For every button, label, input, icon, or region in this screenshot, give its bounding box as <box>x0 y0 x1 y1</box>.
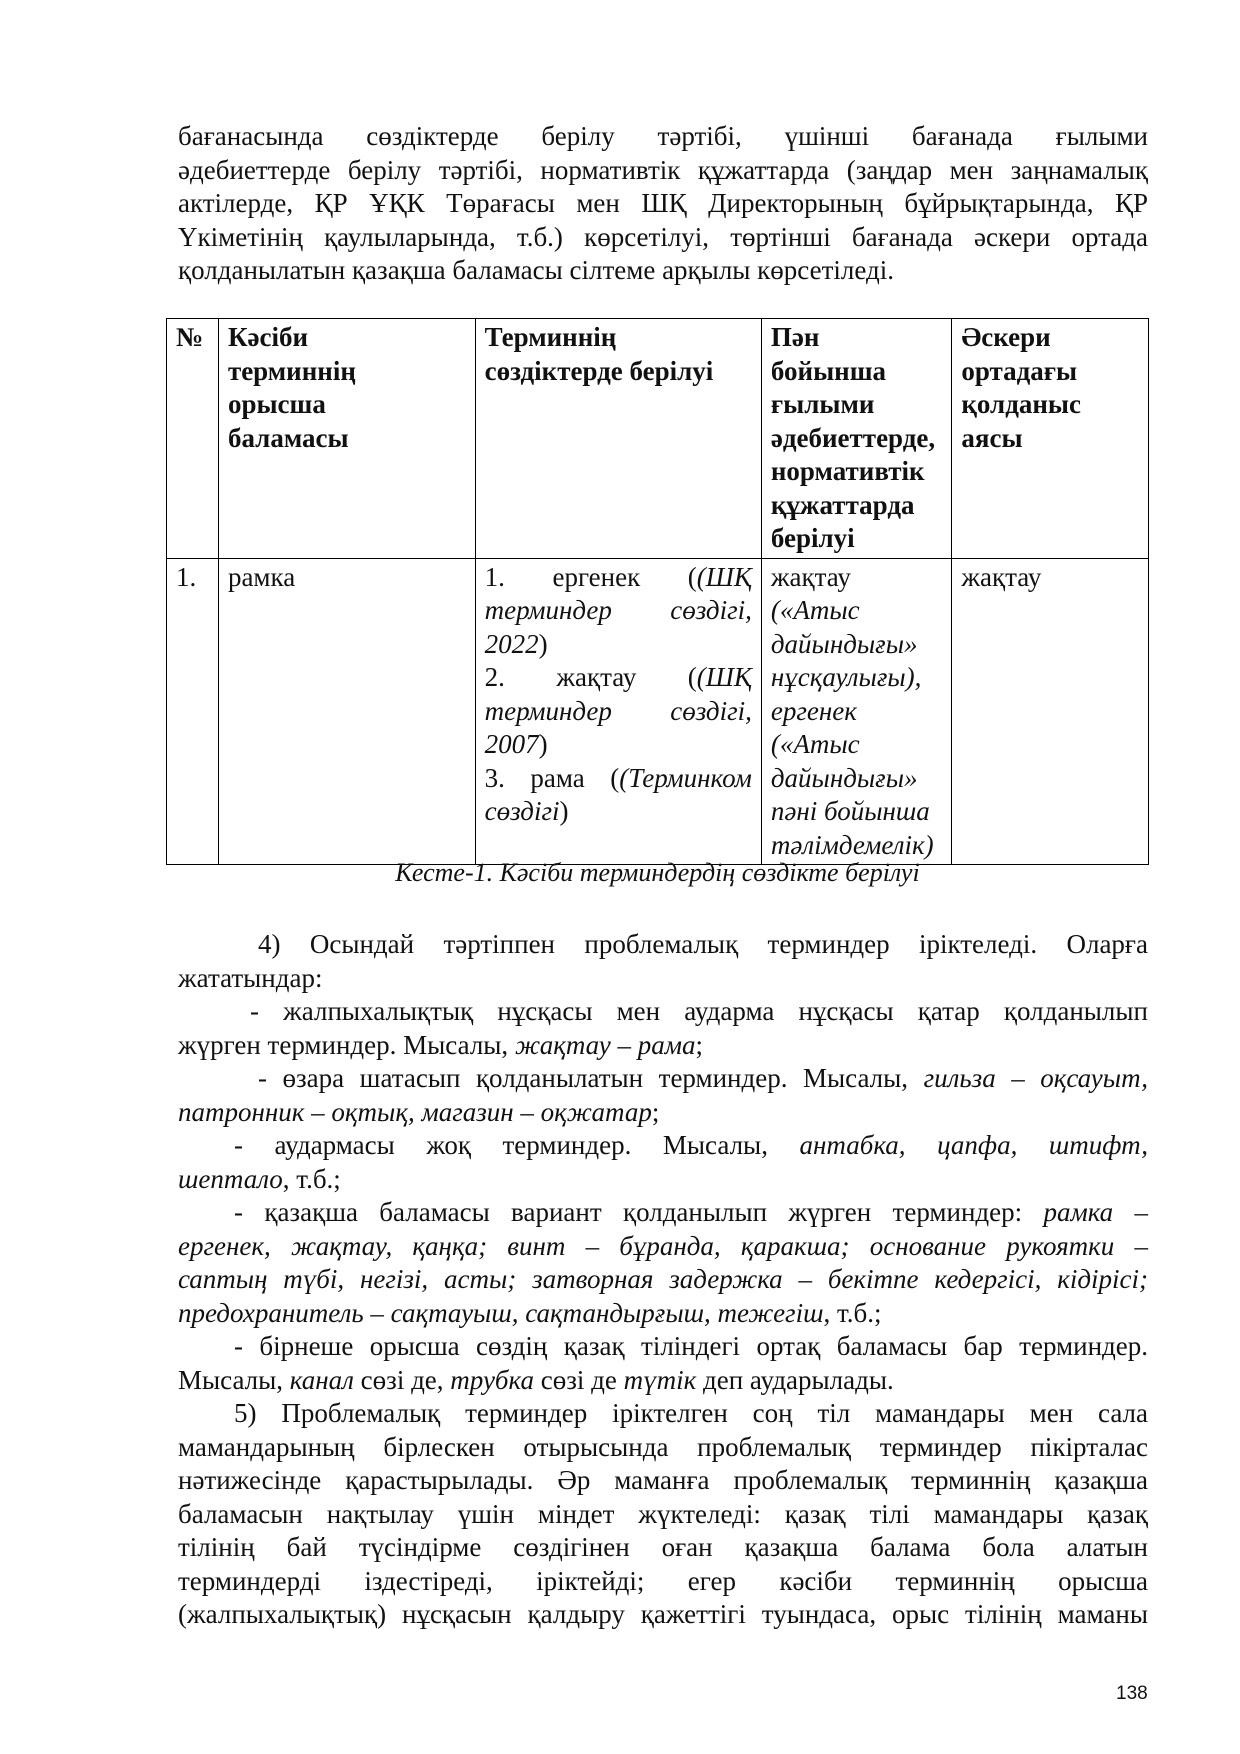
dict-line: 3. рама ((Терминком <box>484 762 752 793</box>
text-line: - өзара шатасып қолданылатын терминдер. Мысалы, гильза – оқсауыт, <box>258 1063 1148 1093</box>
header-line: Пән <box>770 322 820 352</box>
lit-line: дайындығы» <box>770 628 918 659</box>
header-russian-equivalent <box>218 319 475 559</box>
header-line: Кәсіби <box>227 322 309 352</box>
text-line: 4) Осындай тәртіппен проблемалық терминдер іріктеледі. Оларға <box>258 929 1148 959</box>
header-line: аясы <box>961 422 1023 453</box>
text-line: Үкіметінің қаулыларында, т.б.) көрсетілуі, төртінші бағанада әскери ортада <box>178 221 1148 252</box>
item-4-paragraph <box>178 928 1148 1397</box>
table-caption: Кесте-1. Кәсіби терминдердің сөздікте берілуі <box>395 858 920 887</box>
header-line: Әскери <box>961 322 1051 352</box>
lit-line: пәні бойынша <box>770 796 930 826</box>
header-line: сөздіктерде берілуі <box>484 355 714 386</box>
dict-line: 2022) <box>484 628 548 659</box>
lit-line: («Атыс <box>770 595 860 625</box>
dict-line: 2. жақтау ((ШҚ <box>484 662 752 692</box>
text-line: қолданылатын қазақша баламасы сілтеме арқылы көрсетіледі. <box>178 255 894 285</box>
item-5-paragraph <box>178 1397 1148 1632</box>
dict-line: терминдер сөздігі, <box>484 595 752 625</box>
text-line: - жалпыхалықтық нұсқасы мен аударма нұсқасы қатар қолданылып <box>250 996 1148 1026</box>
header-line: бойынша <box>770 355 887 386</box>
header-dictionary <box>475 319 761 559</box>
header-line: берілуі <box>770 523 855 553</box>
lit-line: жақтау <box>770 561 851 592</box>
text-line: Мысалы, канал сөзі де, трубка сөзі де түтік деп аударылады. <box>178 1364 894 1395</box>
text-line: тілінің бай түсіндірме сөздігінен оған қазақша балама бола алатын <box>178 1532 1148 1562</box>
text-line: әдебиеттерде берілу тәртібі, нормативтік құжаттарда (заңдар мен заңнамалық <box>178 154 1148 185</box>
header-line: Терминнің <box>484 322 617 352</box>
text-line: баламасын нақтылау үшін міндет жүктеледі: қазақ тілі мамандары қазақ <box>178 1498 1148 1529</box>
header-line: орысша <box>227 389 326 419</box>
header-literature <box>761 319 951 559</box>
dict-line: 2007) <box>484 729 548 759</box>
header-line: нормативтік <box>770 456 925 486</box>
text-line: мамандарының бірлескен отырысында проблемалық терминдер пікірталас <box>178 1431 1148 1462</box>
lit-line: тәлімдемелік) <box>770 829 934 860</box>
dict-line: терминдер сөздігі, <box>484 695 752 726</box>
header-line: баламасы <box>227 422 349 453</box>
cell-dictionary <box>475 558 761 865</box>
text-line: - бірнеше орысша сөздің қазақ тіліндегі ортақ баламасы бар терминдер. <box>234 1331 1148 1361</box>
page-number: 138 <box>1116 1683 1148 1704</box>
cell-military: жақтау <box>952 558 1149 865</box>
text-line: шептало, т.б.; <box>178 1163 341 1194</box>
text-line: (жалпыхалықтық) нұсқасын қалдыру қажеттігі туындаса, орыс тілінің маманы <box>178 1599 1148 1629</box>
text-line: 5) Проблемалық терминдер іріктелген соң тіл мамандары мен сала <box>234 1398 1148 1428</box>
text-line: саптың түбі, негізі, асты; затворная задержка – бекітпе кедергісі, кідірісі; <box>178 1264 1148 1294</box>
cell-number: 1. <box>167 558 219 865</box>
intro-paragraph <box>178 120 1148 288</box>
text-line: жүрген терминдер. Мысалы, жақтау – рама; <box>178 1029 704 1060</box>
text-line: жататындар: <box>178 962 323 993</box>
cell-russian: рамка <box>218 558 475 865</box>
text-line: нәтижесінде қарастырылады. Әр маманға проблемалық терминнің қазақша <box>178 1465 1148 1495</box>
table-header-row <box>167 319 1149 559</box>
text-line: ергенек, жақтау, қаңқа; винт – бұранда, қаракша; основание рукоятки – <box>178 1230 1148 1261</box>
text-line: актілерде, ҚР ҰҚК Төрағасы мен ШҚ Директорының бұйрықтарында, ҚР <box>178 188 1148 218</box>
text-line: - аудармасы жоқ терминдер. Мысалы, антабка, цапфа, штифт, <box>234 1130 1149 1160</box>
lit-line: («Атыс <box>770 729 860 759</box>
text-line: - қазақша баламасы вариант қолданылып жүрген терминдер: рамка – <box>234 1197 1148 1227</box>
lit-line: ергенек <box>770 695 857 726</box>
cell-literature <box>761 558 951 865</box>
header-line: ортадағы <box>961 355 1078 386</box>
text-line: патронник – оқтық, магазин – оқжатар; <box>178 1096 660 1127</box>
header-line: қолданыс <box>961 389 1081 419</box>
text-line: предохранитель – сақтауыш, сақтандырғыш, тежегіш, т.б.; <box>178 1297 882 1328</box>
header-military-usage <box>952 319 1149 559</box>
header-line: құжаттарда <box>770 489 915 520</box>
header-number: № <box>167 319 219 559</box>
dict-line: 1. ергенек ((ШҚ <box>484 561 752 592</box>
lit-line: дайындығы» <box>770 762 918 793</box>
lit-line: нұсқаулығы), <box>770 662 922 692</box>
dict-line: сөздігі) <box>484 796 569 826</box>
text-line: терминдерді іздестіреді, іріктейді; егер кәсіби терминнің орысша <box>178 1565 1148 1596</box>
header-line: әдебиеттерде, <box>770 422 936 453</box>
text-line: бағанасында сөздіктерде берілу тәртібі, үшінші бағанада ғылыми <box>178 121 1148 151</box>
terms-table <box>166 318 1149 865</box>
header-line: терминнің <box>227 355 356 386</box>
header-line: ғылыми <box>770 389 875 419</box>
table-row <box>167 558 1149 865</box>
